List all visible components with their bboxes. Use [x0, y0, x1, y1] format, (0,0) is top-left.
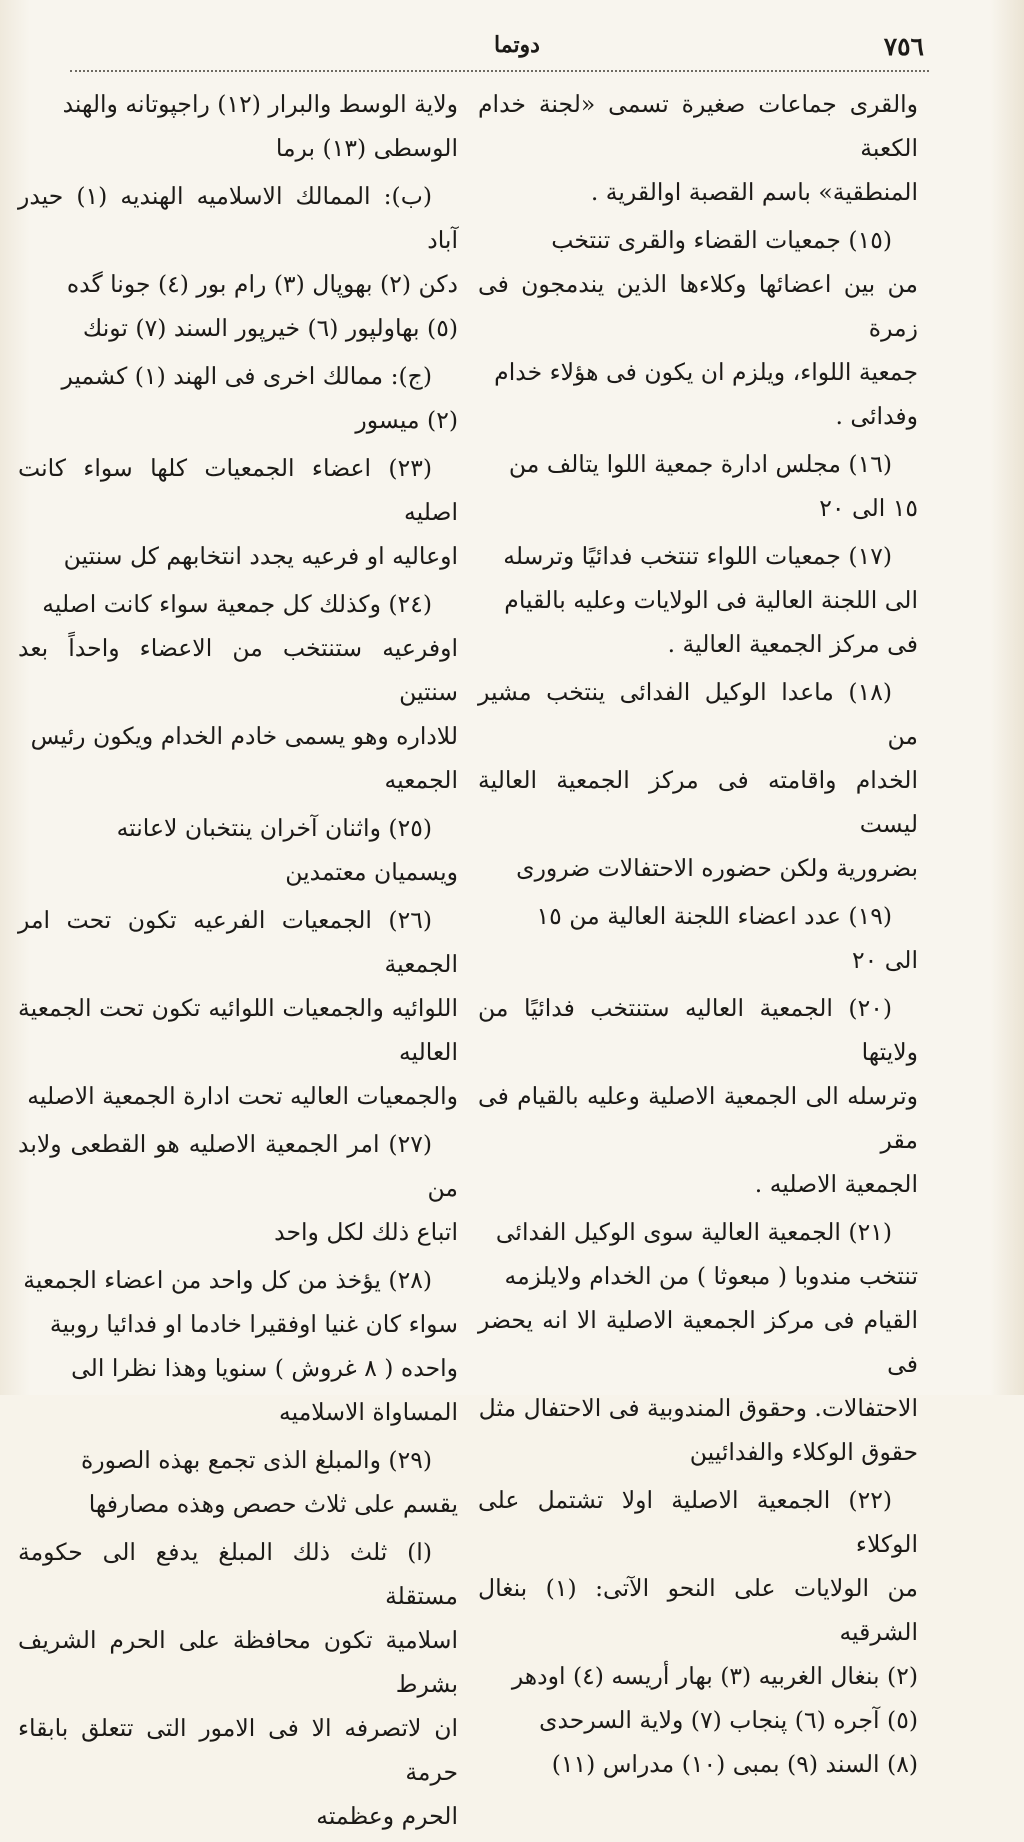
paragraph: (٢٦) الجمعيات الفرعيه تكون تحت امر الجمعية اللوائيه والجمعيات اللوائيه تكون تحت الجمعية العاليه والجمعيات العاليه تحت ادارة الجمعية الاصليه — [18, 906, 458, 1110]
paragraph: (٢٣) اعضاء الجمعيات كلها سواء كانت اصليه اوعاليه او فرعيه يجدد انتخابهم كل سنتين — [18, 454, 458, 570]
paragraph: (٢٨) يؤخذ من كل واحد من اعضاء الجمعية سواء كان غنيا اوفقيرا خادما او فدائيا روبية واحده ( ٨ غروش ) سنويا وهذا نظرا الى المساواة الاسلاميه — [23, 1266, 458, 1426]
paragraph: (١٧) جمعيات اللواء تنتخب فدائيًا وترسله الى اللجنة العالية فى الولايات وعليه بالقيام فى مركز الجمعية العالية . — [503, 542, 918, 658]
paragraph: (٢١) الجمعية العالية سوى الوكيل الفدائى تنتخب مندوبا ( مبعوثا ) من الخدام ولايلزمه القيام فى مركز الجمعية الاصلية الا انه يحضر فى الاحتفالات. وحقوق المندوبية فى الاحتفال مثل حقوق الوكلاء والفدائيين — [478, 1218, 918, 1466]
paragraph: (١٦) مجلس ادارة جمعية اللوا يتالف من ١٥ الى ٢٠ — [508, 450, 918, 522]
paragraph: ولاية الوسط والبرار (١٢) راجپوتانه والهند الوسطى (١٣) برما — [62, 90, 458, 162]
paragraph: (٢٢) الجمعية الاصلية اولا تشتمل على الوكلاء من الولايات على النحو الآتى: (١) بنغال الشرقيه (٢) بنغال الغربيه (٣) بهار أريسه (٤) اودهر (٥) آجره (٦) پنجاب (٧) ولاية السرحدى (٨) السند (٩) بمبى (١٠) مدراس (١١) — [478, 1486, 919, 1778]
paragraph: والقرى جماعات صغيرة تسمى «لجنة خدام الكعبة المنطقية» باسم القصبة اوالقرية . — [478, 90, 918, 206]
paragraph: (١٨) ماعدا الوكيل الفدائى ينتخب مشير من الخدام واقامته فى مركز الجمعية العالية ليست بضرورية ولكن حضوره الاحتفالات ضرورى — [478, 678, 918, 882]
paragraph: (ب): الممالك الاسلاميه الهنديه (١) حيدر آباد دكن (٢) بهوپال (٣) رام بور (٤) جونا گده (٥) بهاولپور (٦) خيرپور السند (٧) تونك — [18, 182, 458, 342]
running-title: دوتما — [494, 32, 540, 58]
paragraph: (٢٧) امر الجمعية الاصليه هو القطعى ولابد من اتباع ذلك لكل واحد — [18, 1130, 458, 1246]
page-header — [70, 32, 964, 66]
right-column — [478, 82, 918, 1790]
left-column — [18, 82, 458, 1842]
paragraph: (٢٥) واثنان آخران ينتخبان لاعانته ويسميان معتمدين — [116, 814, 458, 886]
paragraph: (ج): ممالك اخرى فى الهند (١) كشمير (٢) ميسور — [61, 362, 458, 434]
paragraph: (١٩) عدد اعضاء اللجنة العالية من ١٥ الى ٢٠ — [536, 902, 918, 974]
paragraph: (٢٩) والمبلغ الذى تجمع بهذه الصورة يقسم على ثلاث حصص وهذه مصارفها — [80, 1446, 458, 1518]
paragraph: (٢٤) وكذلك كل جمعية سواء كانت اصليه اوفرعيه ستنتخب من الاعضاء واحداً بعد سنتين للاداره وهو يسمى خادم الخدام ويكون رئيس الجمعيه — [18, 590, 458, 794]
paragraph: (٢٠) الجمعية العاليه ستنتخب فدائيًا من ولايتها وترسله الى الجمعية الاصلية وعليه بالقيام فى مقر الجمعية الاصليه . — [478, 994, 918, 1198]
paragraph: (ا) ثلث ذلك المبلغ يدفع الى حكومة مستقلة اسلامية تكون محافظة على الحرم الشريف بشرط ان لاتصرفه الا فى الامور التى تتعلق بابقاء حرمة الحرم وعظمته — [18, 1538, 458, 1830]
paragraph: (١٥) جمعيات القضاء والقرى تنتخب من بين اعضائها وكلاءها الذين يندمجون فى زمرة جمعية اللواء، ويلزم ان يكون فى هؤلاء خدام وفدائى . — [478, 226, 918, 430]
page-number: ٧٥٦ — [883, 32, 924, 61]
header-divider — [70, 70, 929, 72]
